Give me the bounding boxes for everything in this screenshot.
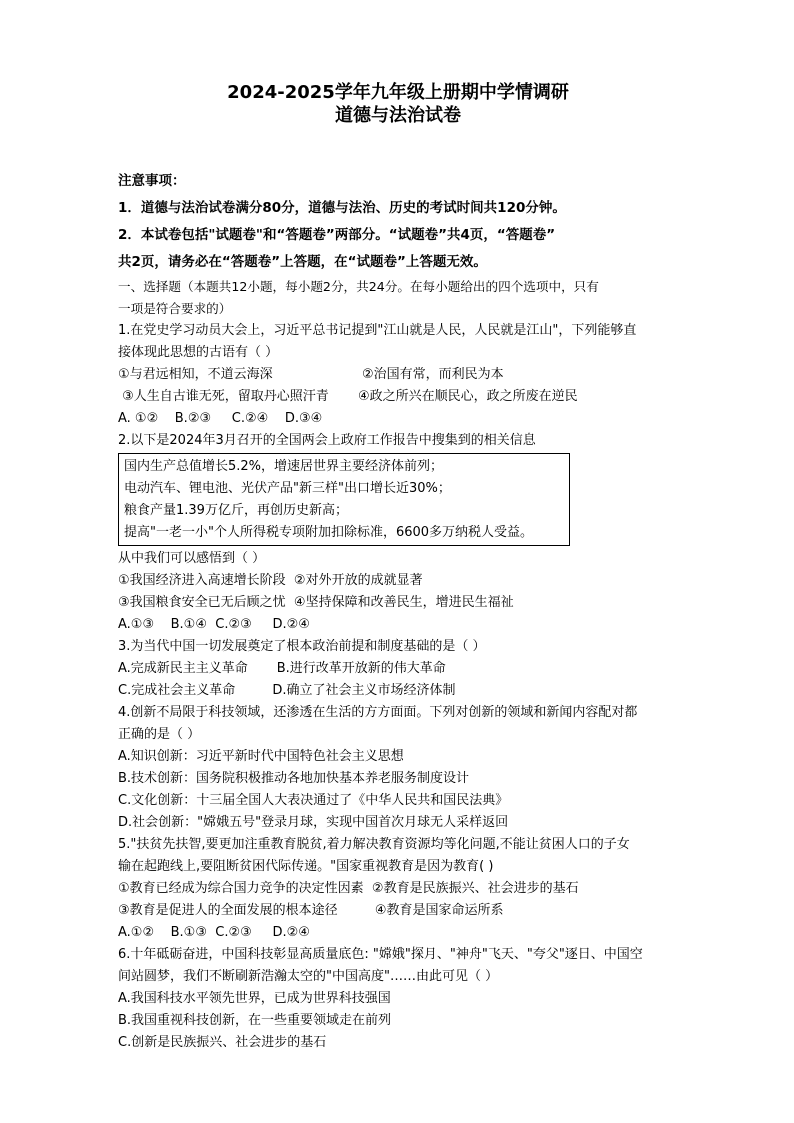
info-line: 粮食产量1.39万亿斤，再创历史新高； bbox=[124, 503, 348, 518]
notes-line: 1．道德与法治试卷满分80分，道德与法治、历史的考试时间共120分钟。 bbox=[118, 200, 566, 216]
info-line: 电动汽车、锂电池、光伏产品"新三样"出口增长近30%； bbox=[124, 481, 451, 496]
question-prompt: 从中我们可以感悟到（ ） bbox=[118, 551, 266, 566]
section-heading bbox=[118, 276, 678, 320]
question-6 bbox=[118, 944, 678, 1054]
answer-choices: A.①③ B.①④ C.②③ D.②④ bbox=[118, 617, 310, 632]
question-stem: 2.以下是2024年3月召开的全国两会上政府工作报告中搜集到的相关信息 bbox=[118, 433, 536, 448]
question-stem: 输在起跑线上,要阻断贫困代际传递。"国家重视教育是因为教育( ) bbox=[118, 859, 494, 874]
exam-subtitle: 道德与法治试卷 bbox=[335, 105, 461, 126]
notes-block bbox=[118, 168, 678, 276]
option-row: C.文化创新：十三届全国人大表决通过了《中华人民共和国民法典》 bbox=[118, 793, 509, 808]
section-instructions: 一项是符合要求的） bbox=[118, 301, 232, 316]
notes-line: 共2页，请务必在“答题卷”上答题，在“试题卷”上答题无效。 bbox=[118, 254, 487, 270]
answer-choices: A. ①② B.②③ C.②④ D.③④ bbox=[118, 411, 323, 426]
question-stem: 1.在党史学习动员大会上，习近平总书记提到"江山就是人民，人民就是江山"，下列能够直 bbox=[118, 323, 637, 338]
question-5 bbox=[118, 834, 678, 944]
notes-line: 2．本试卷包括"试题卷"和“答题卷”两部分。“试题卷”共4页，“答题卷” bbox=[118, 227, 556, 243]
option-row: B.我国重视科技创新，在一些重要领域走在前列 bbox=[118, 1013, 392, 1028]
question-stem: 接体现此思想的古语有（ ） bbox=[118, 345, 279, 360]
question-stem: 正确的是（ ） bbox=[118, 727, 201, 742]
question-stem: 5."扶贫先扶智,要更加注重教育脱贫,着力解决教育资源均等化问题,不能让贫困人口的子女 bbox=[118, 837, 630, 852]
option-row: C.创新是民族振兴、社会进步的基石 bbox=[118, 1035, 327, 1050]
question-3 bbox=[118, 636, 678, 702]
question-4 bbox=[118, 702, 678, 834]
exam-page bbox=[118, 82, 678, 1054]
option-row: ③我国粮食安全已无后顾之忧 ④坚持保障和改善民生，增进民生福祉 bbox=[118, 595, 514, 610]
option-row: A.知识创新：习近平新时代中国特色社会主义思想 bbox=[118, 749, 404, 764]
question-2 bbox=[118, 430, 678, 636]
answer-choices: A.①② B.①③ C.②③ D.②④ bbox=[118, 925, 310, 940]
option-item: ①与君远相知，不道云海深 bbox=[118, 367, 273, 382]
question-stem: 3.为当代中国一切发展奠定了根本政治前提和制度基础的是（ ） bbox=[118, 639, 486, 654]
option-row: ③教育是促进人的全面发展的根本途径 ④教育是国家命运所系 bbox=[118, 903, 504, 918]
option-item: ②治国有常，而利民为本 bbox=[362, 367, 504, 382]
option-row: B.技术创新：国务院积极推动各地加快基本养老服务制度设计 bbox=[118, 771, 470, 786]
option-row: A.完成新民主主义革命 B.进行改革开放新的伟大革命 bbox=[118, 661, 446, 676]
option-row bbox=[118, 364, 678, 386]
notes-heading: 注意事项： bbox=[118, 173, 186, 189]
option-item: ④政之所兴在顺民心，政之所废在逆民 bbox=[358, 389, 578, 404]
section-instructions: 一、选择题（本题共12小题，每小题2分，共24分。在每小题给出的四个选项中，只有 bbox=[118, 279, 599, 294]
question-stem: 6.十年砥砺奋进，中国科技彰显高质量底色: "嫦娥"探月、"神舟"飞天、"夸父"逐日、中国空 bbox=[118, 947, 643, 962]
question-stem: 4.创新不局限于科技领域，还渗透在生活的方方面面。下列对创新的领域和新闻内容配对都 bbox=[118, 705, 638, 720]
question-1 bbox=[118, 320, 678, 430]
option-row bbox=[118, 386, 678, 408]
option-row: D.社会创新："嫦娥五号"登录月球，实现中国首次月球无人采样返回 bbox=[118, 815, 509, 830]
option-row: ①我国经济进入高速增长阶段 ②对外开放的成就显著 bbox=[118, 573, 423, 588]
info-line: 提高"一老一小"个人所得税专项附加扣除标准，6600多万纳税人受益。 bbox=[124, 525, 534, 540]
option-row: ①教育已经成为综合国力竞争的决定性因素 ②教育是民族振兴、社会进步的基石 bbox=[118, 881, 579, 896]
option-item: ③人生自古谁无死，留取丹心照汗青 bbox=[118, 389, 329, 404]
info-line: 国内生产总值增长5.2%，增速居世界主要经济体前列； bbox=[124, 459, 444, 474]
exam-title: 2024-2025学年九年级上册期中学情调研 bbox=[227, 82, 569, 103]
question-stem: 间站圆梦，我们不断刷新浩瀚太空的"中国高度"……由此可见（ ） bbox=[118, 969, 499, 984]
option-row: C.完成社会主义革命 D.确立了社会主义市场经济体制 bbox=[118, 683, 456, 698]
option-row: A.我国科技水平领先世界，已成为世界科技强国 bbox=[118, 991, 391, 1006]
info-box bbox=[118, 453, 570, 546]
